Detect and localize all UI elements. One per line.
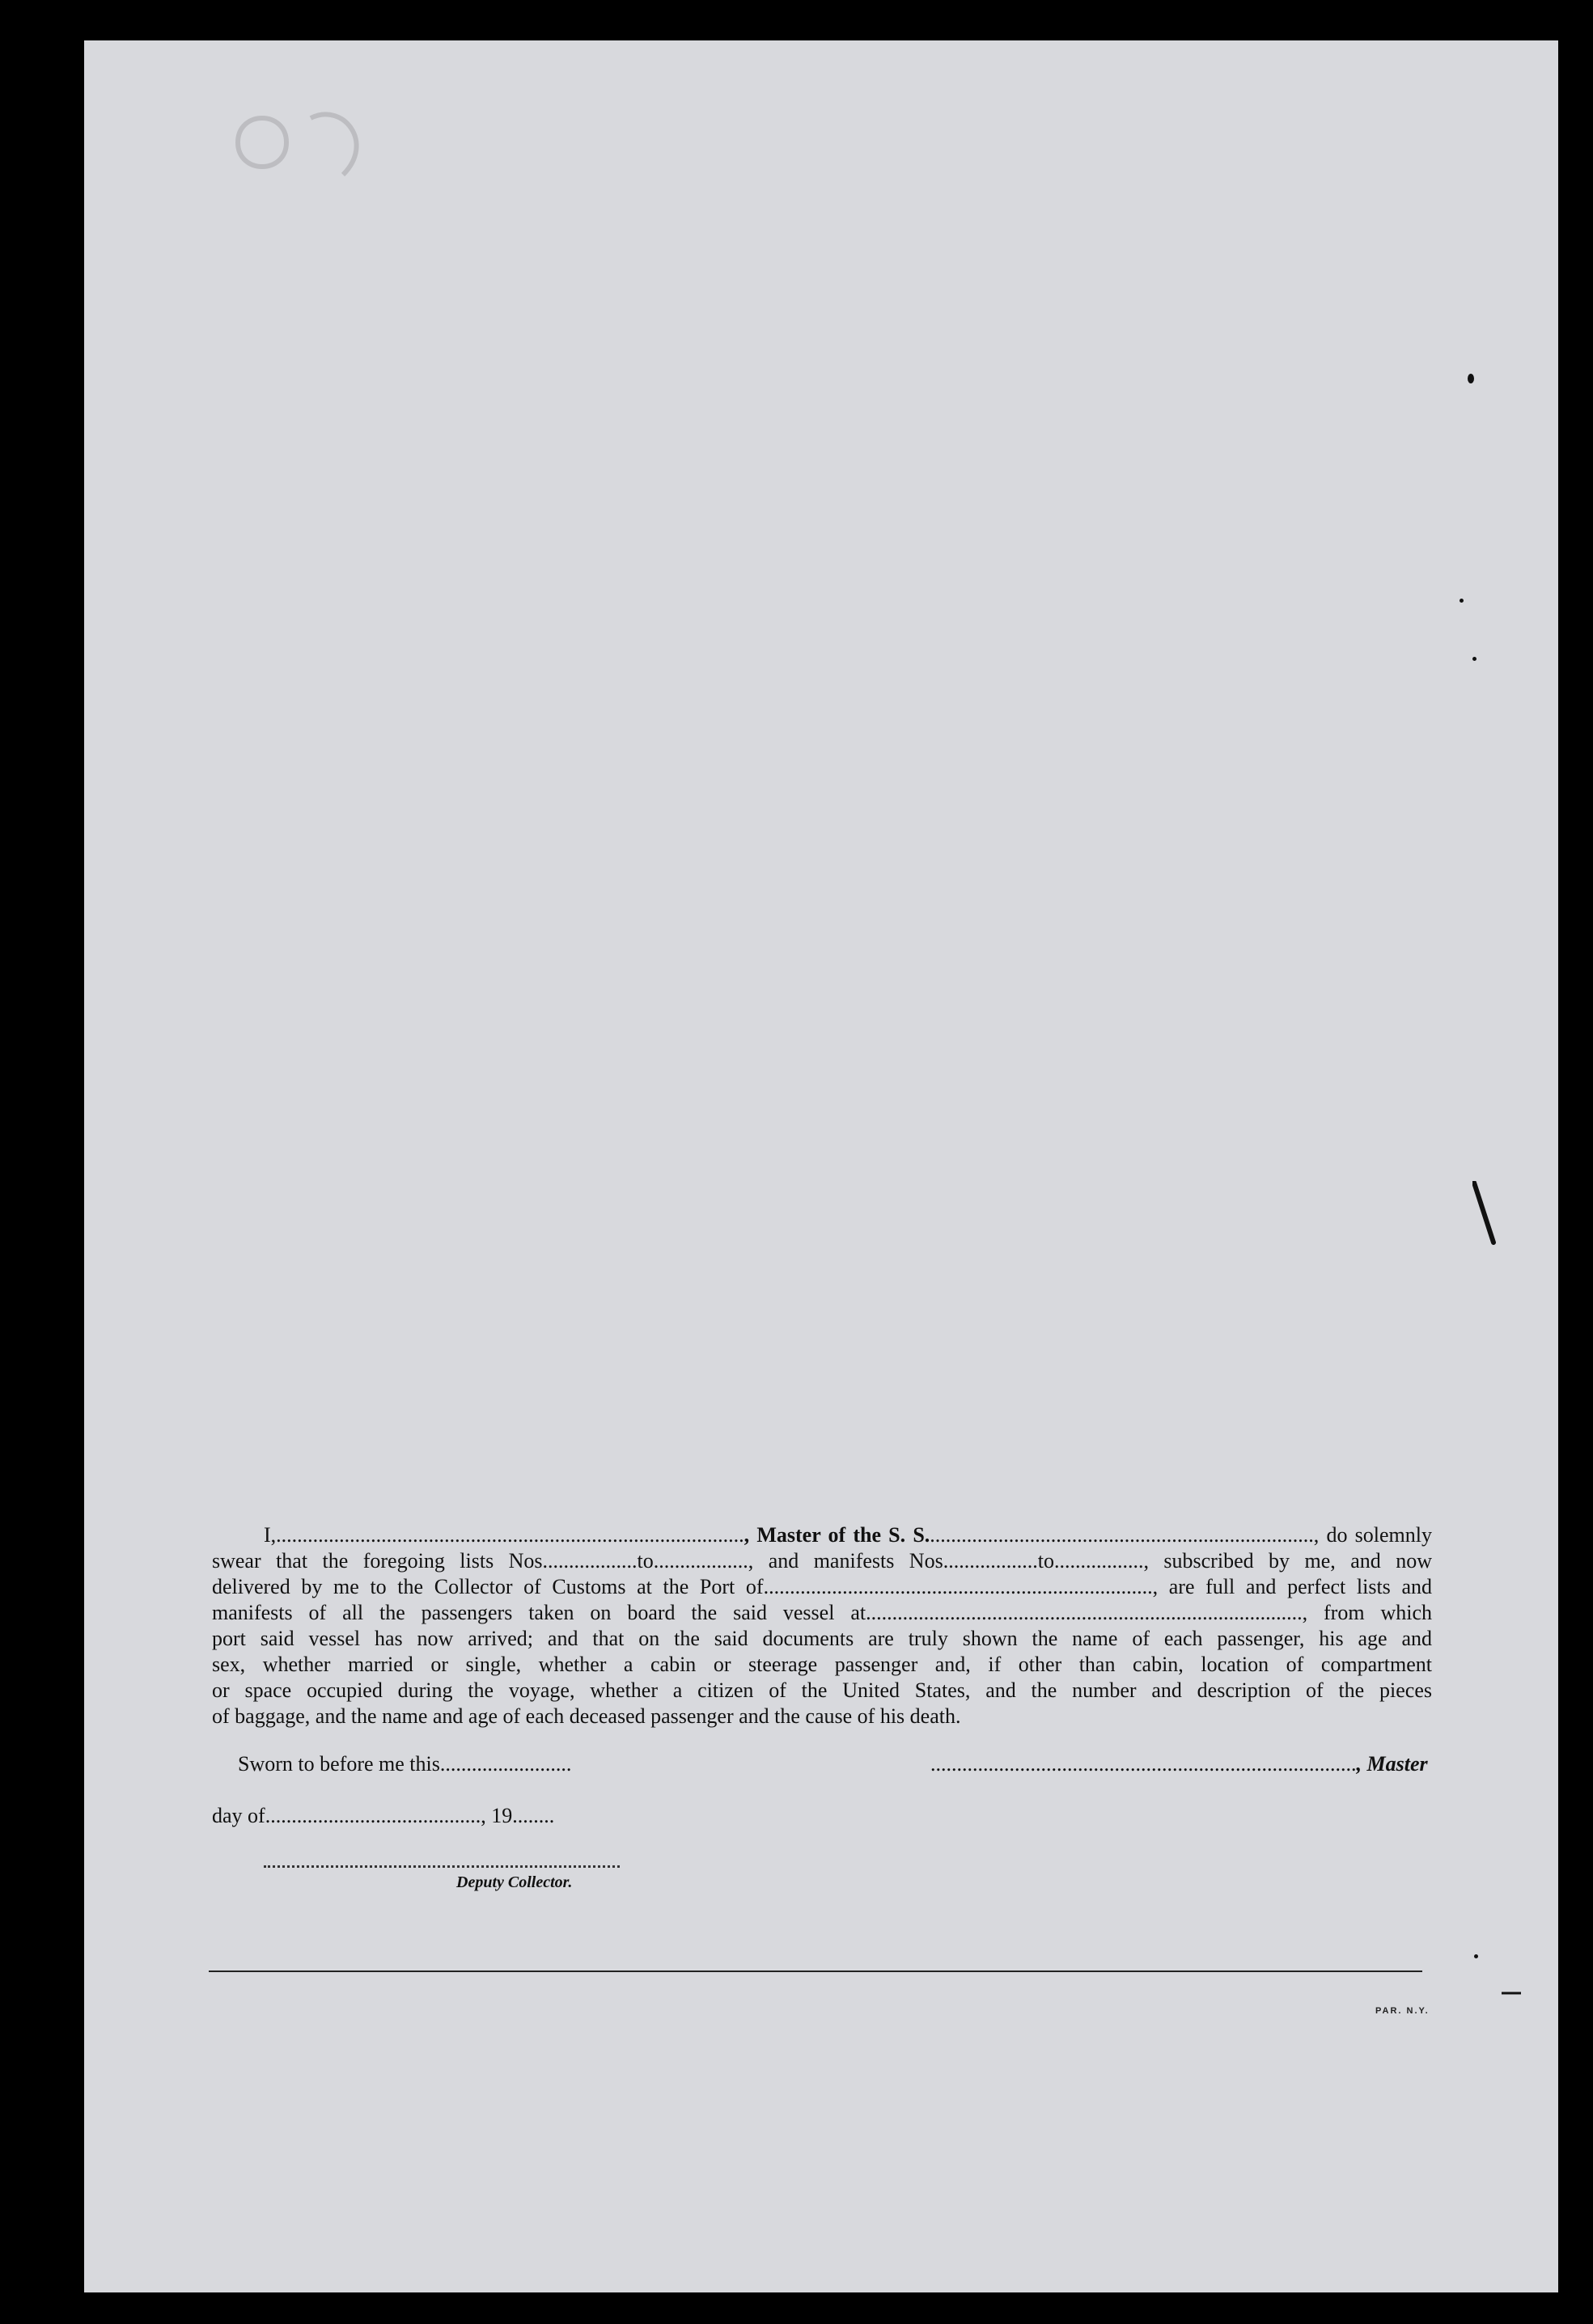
master-signature-row xyxy=(930,1752,1428,1776)
oath-line-7: or space occupied during the voyage, whether a citizen of the United States, and the number and description of the pieces xyxy=(212,1678,1432,1702)
deputy-collector-label: Deputy Collector. xyxy=(456,1873,573,1891)
oath-text: , and manifests Nos. xyxy=(748,1549,949,1573)
deputy-collector-signature-line[interactable] xyxy=(264,1865,620,1868)
blank-list-from[interactable]: ................. xyxy=(548,1549,638,1573)
scan-speck xyxy=(1468,374,1474,383)
blank-year[interactable]: ........ xyxy=(512,1804,555,1827)
oath-text: to xyxy=(637,1549,654,1573)
blank-month[interactable]: ......................................... xyxy=(265,1804,481,1827)
oath-line-4 xyxy=(212,1600,1432,1626)
scan-speck xyxy=(1460,599,1464,603)
horizontal-rule xyxy=(209,1971,1422,1972)
blank-port[interactable]: .......................................................................... xyxy=(763,1575,1153,1598)
oath-paragraph xyxy=(212,1522,1432,1729)
master-label: , Master xyxy=(1356,1752,1428,1776)
oath-line-6: sex, whether married or single, whether a cabin or steerage passenger and, if other than cabin, location of compartment xyxy=(212,1653,1432,1676)
blank-boarding-port[interactable]: ................................................................................... xyxy=(866,1601,1303,1624)
oath-text: to xyxy=(1037,1549,1054,1573)
oath-text: , are full and perfect lists and xyxy=(1152,1575,1432,1598)
blank-manifest-to[interactable]: ................. xyxy=(1053,1549,1144,1573)
blank-master-name[interactable]: ......................................................................................... xyxy=(276,1523,744,1547)
sworn-row xyxy=(238,1752,571,1776)
scan-speck xyxy=(1472,657,1476,661)
blank-master-signature[interactable]: ................................................................................. xyxy=(930,1752,1357,1776)
sworn-label: Sworn to before me this xyxy=(238,1752,440,1776)
oath-text: swear that the foregoing lists Nos. xyxy=(212,1549,549,1573)
scan-streak xyxy=(1472,1181,1497,1246)
day-of-label: day of xyxy=(212,1804,265,1827)
oath-line-1 xyxy=(212,1522,1432,1548)
blank-list-to[interactable]: .................. xyxy=(653,1549,748,1573)
oath-text: manifests of all the passengers taken on board the said vessel at xyxy=(212,1601,866,1624)
day-of-row xyxy=(212,1804,554,1828)
oath-text: , from which xyxy=(1302,1601,1432,1624)
scan-streak xyxy=(1500,1985,1524,2001)
oath-text: , do solemnly xyxy=(1313,1523,1432,1547)
oath-line-8: of baggage, and the name and age of each deceased passenger and the cause of his death. xyxy=(212,1704,961,1728)
printer-mark: PAR. N.Y. xyxy=(1375,2006,1430,2016)
oath-text: , Master of the S. S. xyxy=(744,1523,930,1547)
oath-line-2 xyxy=(212,1548,1432,1574)
oath-text: I, xyxy=(264,1523,277,1547)
year-label: , 19 xyxy=(481,1804,513,1827)
oath-text: , subscribed by me, and now xyxy=(1143,1549,1432,1573)
scan-speck xyxy=(1474,1954,1478,1958)
manifest-page xyxy=(84,40,1558,2292)
faint-stamp-mark xyxy=(222,94,383,191)
blank-sworn-day[interactable]: ......................... xyxy=(439,1752,572,1776)
blank-manifest-from[interactable]: ................. xyxy=(948,1549,1038,1573)
oath-line-5: port said vessel has now arrived; and that on the said documents are truly shown the name of each passenger, his age and xyxy=(212,1627,1432,1650)
oath-line-3 xyxy=(212,1574,1432,1600)
oath-text: delivered by me to the Collector of Customs at the Port of xyxy=(212,1575,764,1598)
blank-vessel-name[interactable]: ......................................................................... xyxy=(930,1523,1314,1547)
